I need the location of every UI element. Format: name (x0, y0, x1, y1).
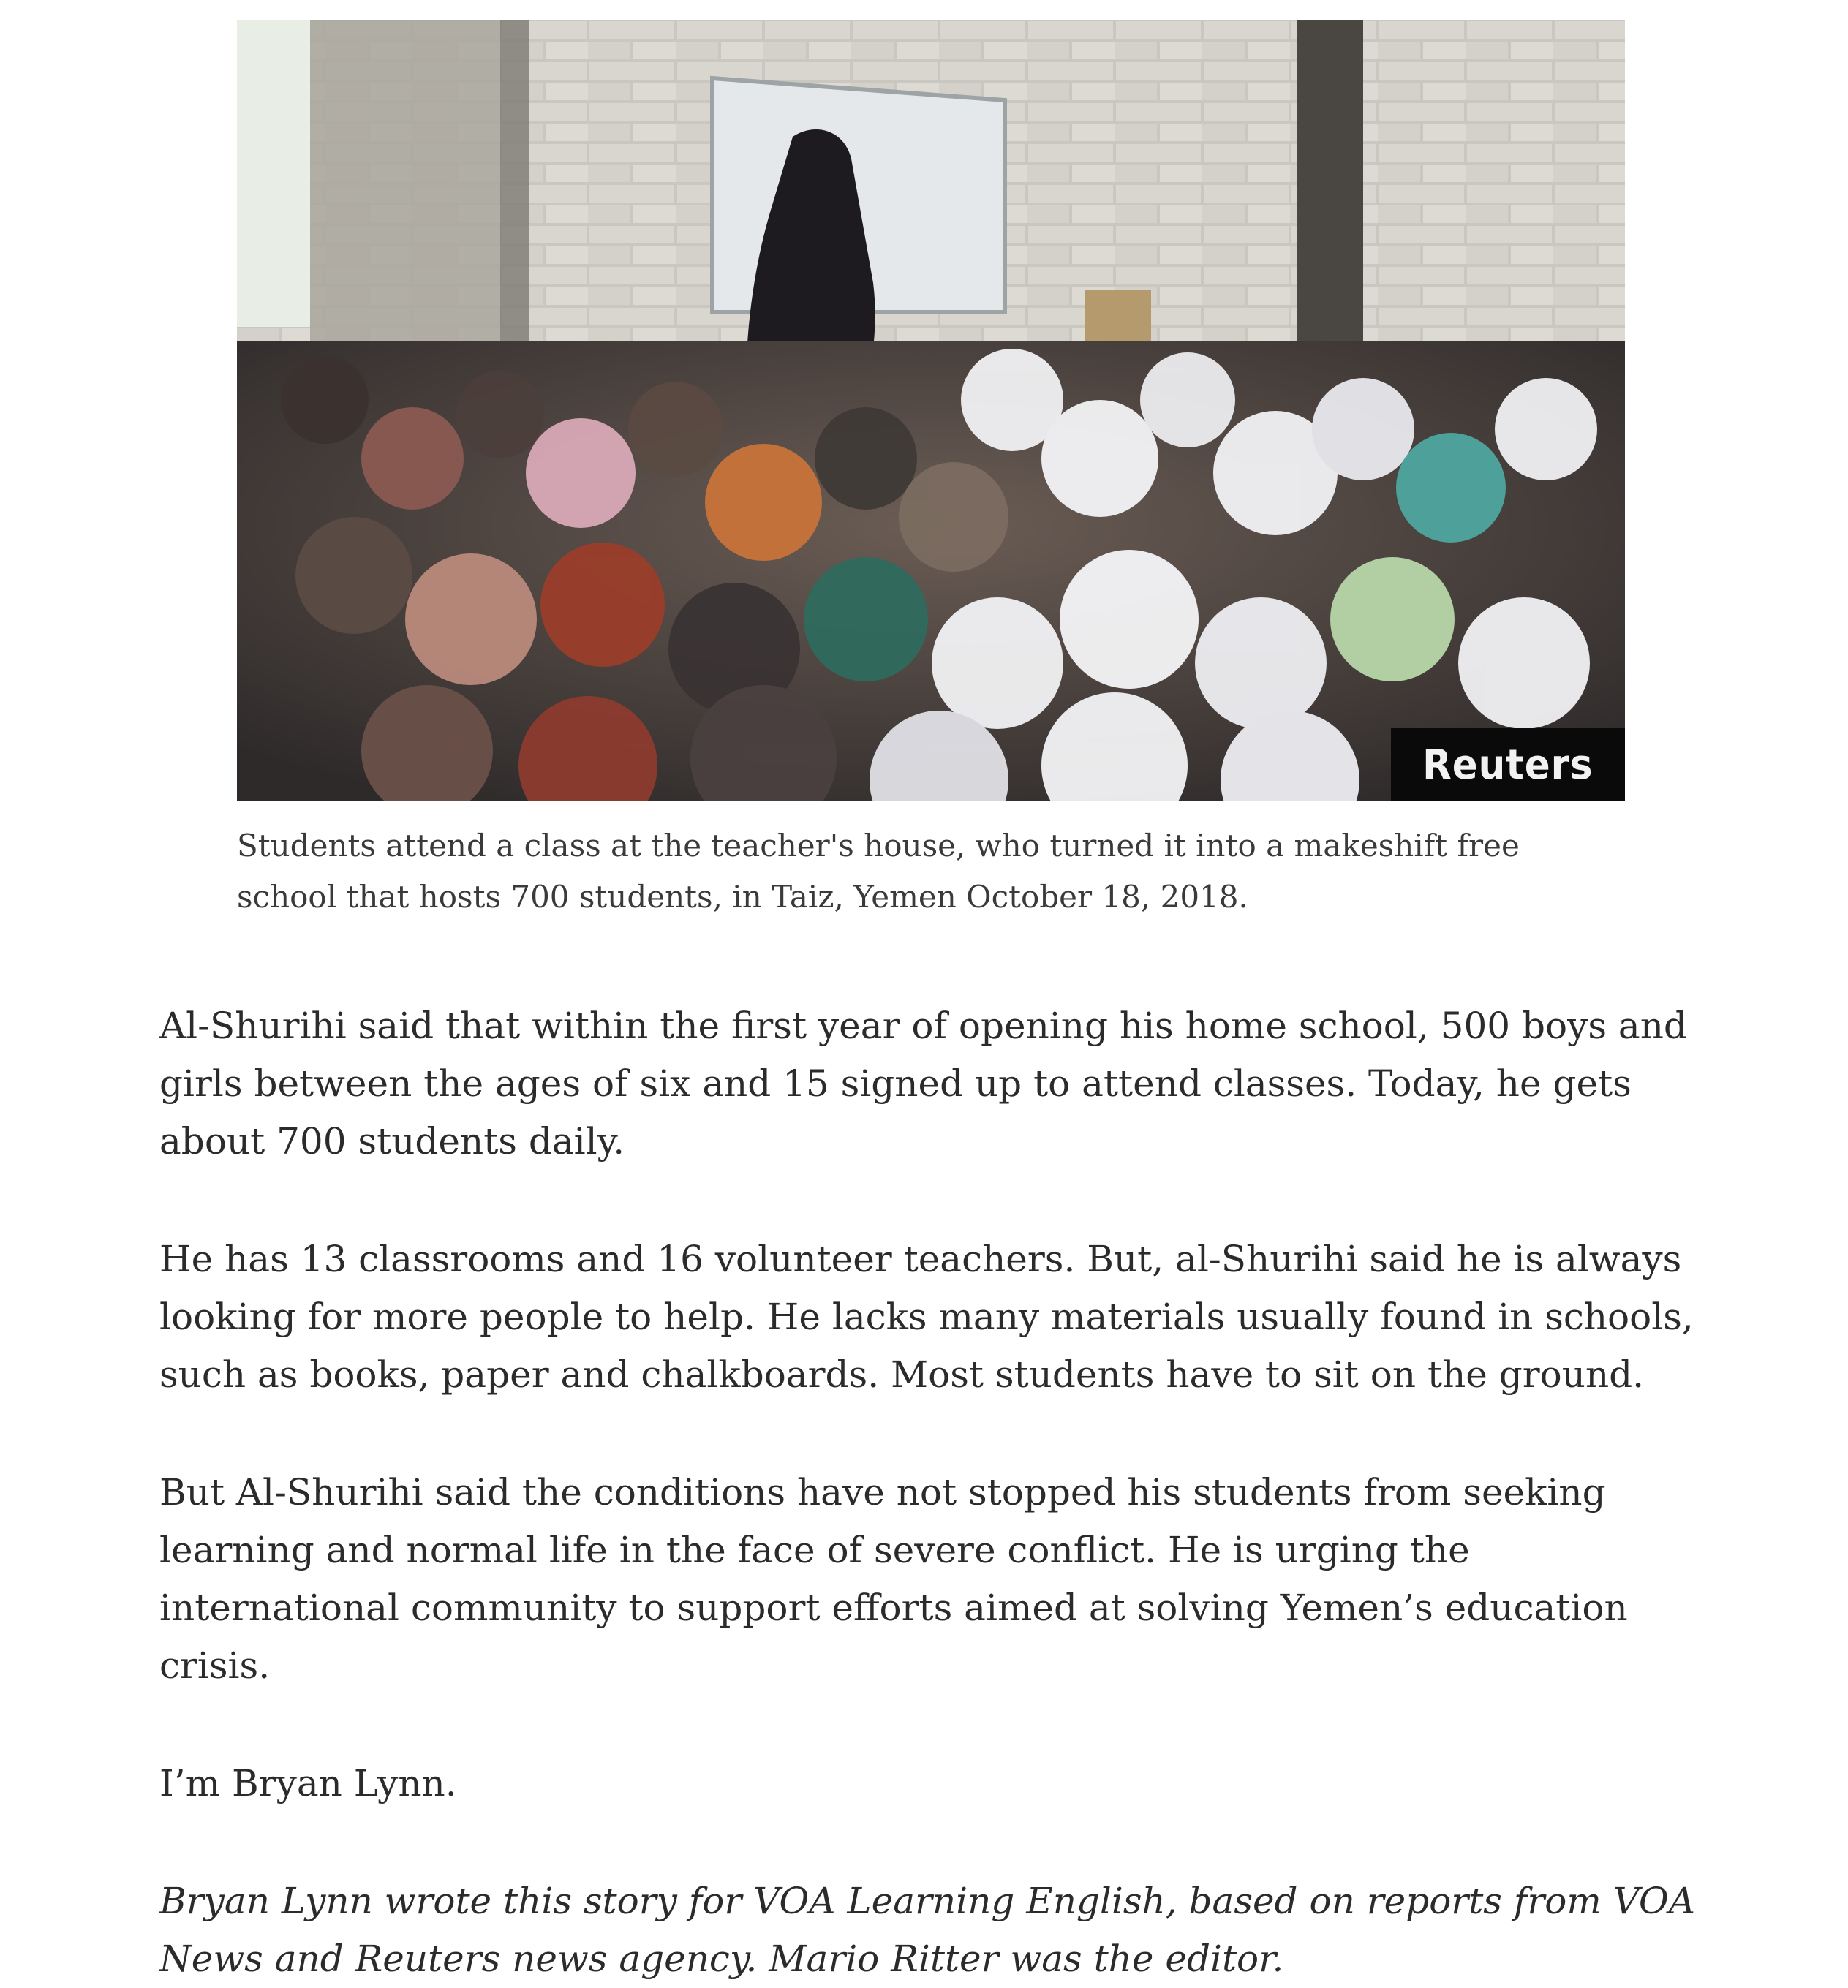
classroom-photo (237, 20, 1625, 801)
article-paragraph: He has 13 classrooms and 16 volunteer teachers. But, al-Shurihi said he is always looking for more people to help. He lacks many materials usually found in schools, such as books, paper and chalkboards. Most students have to sit on the ground. (159, 1238, 1694, 1396)
article-figure (237, 20, 1625, 923)
article-signoff: I’m Bryan Lynn. (159, 1762, 457, 1804)
article-paragraph: Al-Shurihi said that within the first year of opening his home school, 500 boys and girls between the ages of six and 15 signed up to attend classes. Today, he gets about 700 students daily. (159, 1005, 1687, 1163)
photo-credit-text: Reuters (1422, 741, 1594, 789)
article-paragraph: But Al-Shurihi said the conditions have not stopped his students from seeking learning and normal life in the face of severe conflict. He is urging the international community to support efforts aimed at solving Yemen’s education crisis. (159, 1471, 1628, 1687)
classroom-photo-illustration (237, 20, 1625, 801)
photo-credit-badge (1391, 728, 1625, 801)
photo-caption: Students attend a class at the teacher's house, who turned it into a makeshift free school that hosts 700 students, in Taiz, Yemen October 18, 2018. (237, 828, 1520, 915)
article-body (159, 997, 1702, 1988)
article-credit: Bryan Lynn wrote this story for VOA Learning English, based on reports from VOA News and Reuters news agency. Mario Ritter was the editor. (159, 1880, 1695, 1980)
